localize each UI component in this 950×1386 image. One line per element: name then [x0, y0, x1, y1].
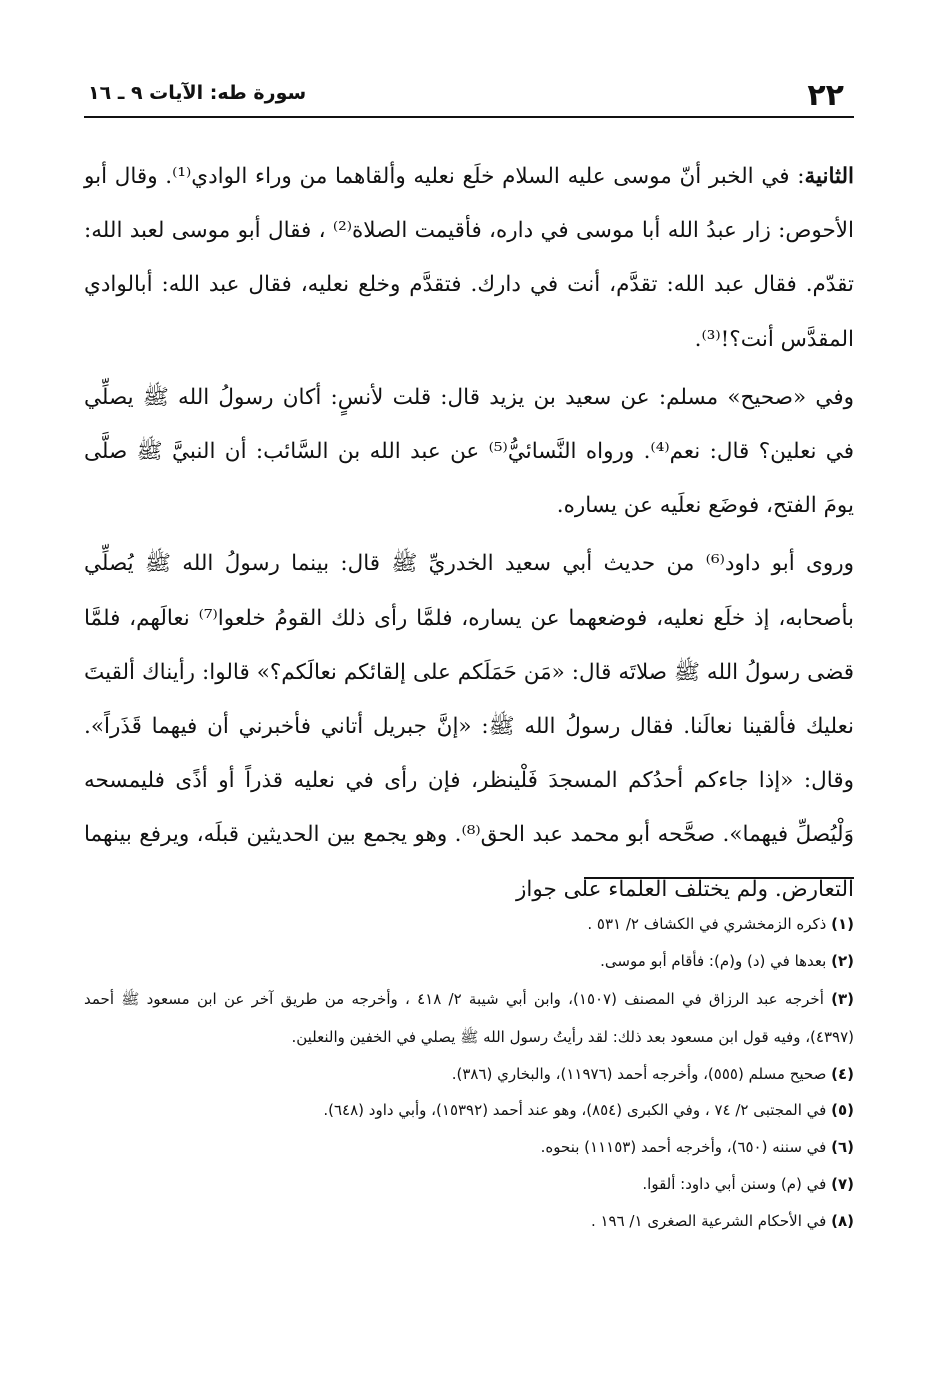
paragraph-2: وفي «صحيح» مسلم: عن سعيد بن يزيد قال: قلت لأنسٍ: أكان رسولُ الله ﷺ يصلِّي في نعلين؟ قال: نعم⁽⁴⁾. ورواه النَّسائيُّ⁽⁵⁾ عن عبد الله بن السَّائب: أن النبيَّ ﷺ صلَّى يومَ الفتح، فوضَع نعلَيه عن يساره. — [84, 384, 854, 519]
running-title: سورة طه: الآيات ٩ ـ ١٦ — [88, 82, 307, 104]
footnote — [84, 943, 854, 980]
page-number: ٢٢ — [807, 78, 844, 113]
footnote — [84, 906, 854, 943]
footnote-number: (٤) — [831, 1064, 854, 1083]
footnote-text: في الأحكام الشرعية الصغرى ١/ ١٩٦ . — [590, 1211, 827, 1230]
main-text — [84, 150, 854, 917]
footnote-text: ذكره الزمخشري في الكشاف ٢/ ٥٣١ . — [587, 915, 827, 933]
footnote — [84, 1056, 854, 1093]
footnote-text: في سننه (٦٥٠)، وأخرجه أحمد (١١١٥٣) بنحوه. — [540, 1138, 827, 1157]
footnote — [84, 980, 854, 1056]
footnote-number: (٣) — [831, 989, 854, 1008]
footnote — [84, 1166, 854, 1203]
footnote-text: في (م) وسنن أبي داود: ألقوا. — [642, 1174, 827, 1193]
footnote-number: (٢) — [831, 951, 854, 970]
header-divider — [84, 116, 854, 118]
footnote-number: (٥) — [831, 1101, 854, 1120]
footnote — [84, 1203, 854, 1240]
footnote-divider — [584, 877, 854, 879]
footnote — [84, 1092, 854, 1129]
paragraph-3: وروى أبو داود⁽⁶⁾ من حديث أبي سعيد الخدريِّ ﷺ قال: بينما رسولُ الله ﷺ يُصلِّي بأصحابه، إذ خلَع نعليه، فوضعهما عن يساره، فلمَّا رأى ذلك القومُ خلعوا⁽⁷⁾ نعالَهم، فلمَّا قضى رسولُ الله ﷺ صلاتَه قال: «مَن حَمَلَكم على إلقائكم نعالَكم؟» قالوا: رأيناك ألقيتَ نعليك فألقينا نعالَنا. فقال رسولُ الله ﷺ: «إنَّ جبريل أتاني فأخبرني أن فيهما قَذَراً». وقال: «إذا جاءكم أحدُكم المسجدَ فَلْينظر، فإن رأى في نعليه قذراً أو أذًى فليمسحه وَلْيُصلِّ فيهما». صحَّحه أبو محمد عبد الحق⁽⁸⁾. وهو يجمع بين الحديثين قبلَه، ويرفع بينهما التعارض. ولم يختلف العلماء على جواز — [84, 551, 854, 902]
footnote — [84, 1129, 854, 1166]
footnote-text: في المجتبى ٢/ ٧٤ ، وفي الكبرى (٨٥٤)، وهو عند أحمد (١٥٣٩٢)، وأبي داود (٦٤٨). — [323, 1101, 827, 1120]
footnote-number: (١) — [831, 915, 854, 933]
footnotes — [84, 906, 854, 1240]
footnote-text: أخرجه عبد الرزاق في المصنف (١٥٠٧)، وابن أبي شيبة ٢/ ٤١٨ ، وأخرجه من طريق آخر عن ابن مسعود ﷺ أحمد (٤٣٩٧)، وفيه قول ابن مسعود بعد ذلك: لقد رأيتُ رسول الله ﷺ يصلي في الخفين والنعلين. — [84, 989, 854, 1046]
footnote-text: صحيح مسلم (٥٥٥)، وأخرجه أحمد (١١٩٧٦)، والبخاري (٣٨٦). — [451, 1064, 827, 1083]
footnote-text: بعدها في (د) و(م): فأقام أبو موسى. — [600, 951, 827, 970]
footnote-number: (٦) — [831, 1138, 854, 1157]
paragraph-1 — [84, 150, 854, 367]
footnote-number: (٨) — [831, 1211, 854, 1230]
paragraph-text: : في الخبر أنّ موسى عليه السلام خلَع نعليه وألقاهما من وراء الوادي⁽¹⁾. وقال أبو الأحوص: زار عبدُ الله أبا موسى في داره، فأقيمت الصلاة⁽²⁾ ، فقال أبو موسى لعبد الله: تقدّم. فقال عبد الله: تقدَّم، أنت في دارك. فتقدَّم وخلع نعليه، فقال عبد الله: أبالوادي المقدَّس أنت؟!⁽³⁾. — [84, 164, 855, 352]
paragraph-lead-term: الثانية — [804, 164, 855, 189]
page-header — [84, 72, 854, 116]
footnote-number: (٧) — [831, 1174, 854, 1193]
